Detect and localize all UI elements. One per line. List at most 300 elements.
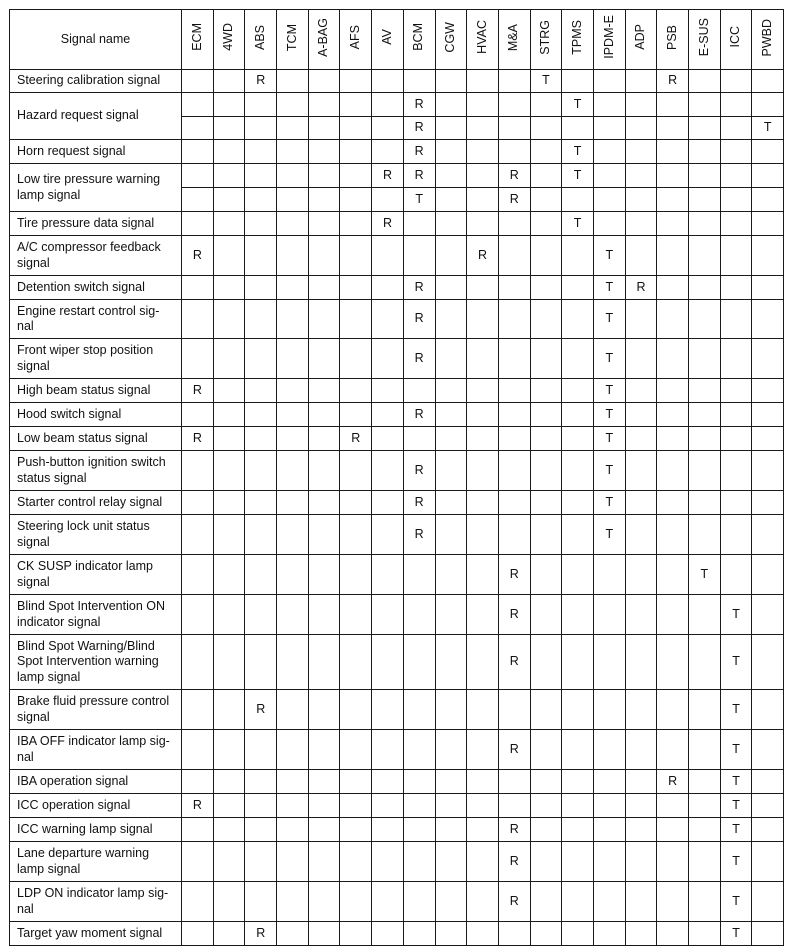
signal-value-cell: [752, 515, 784, 555]
signal-value-cell: [308, 379, 340, 403]
signal-value-cell: [277, 403, 309, 427]
signal-value-cell: [182, 188, 214, 212]
signal-value-cell: [182, 690, 214, 730]
signal-value-cell: [562, 188, 594, 212]
signal-value-cell: [467, 770, 499, 794]
signal-value-cell: [340, 730, 372, 770]
signal-value-cell: [340, 164, 372, 188]
signal-value-cell: [308, 70, 340, 93]
signal-value-cell: [435, 818, 467, 842]
signal-value-cell: [689, 491, 721, 515]
signal-value-cell: [689, 635, 721, 690]
signal-value-cell: R: [498, 555, 530, 595]
signal-value-cell: [340, 555, 372, 595]
signal-value-cell: T: [720, 882, 752, 922]
signal-value-cell: [435, 555, 467, 595]
signal-value-cell: T: [593, 379, 625, 403]
signal-value-cell: [593, 730, 625, 770]
signal-value-cell: [277, 300, 309, 339]
signal-value-cell: T: [720, 730, 752, 770]
signal-value-cell: [593, 882, 625, 922]
signal-value-cell: [277, 818, 309, 842]
signal-value-cell: [593, 770, 625, 794]
signal-value-cell: [182, 595, 214, 635]
signal-value-cell: R: [498, 842, 530, 882]
signal-value-cell: [530, 188, 562, 212]
signal-name-cell: Target yaw moment signal: [10, 922, 182, 946]
table-row: [10, 730, 784, 770]
signal-value-cell: [340, 140, 372, 164]
signal-value-cell: [467, 300, 499, 339]
signal-value-cell: [308, 212, 340, 236]
signal-value-cell: [182, 842, 214, 882]
signal-value-cell: [593, 922, 625, 946]
signal-value-cell: [625, 595, 657, 635]
signal-value-cell: [530, 212, 562, 236]
signal-value-cell: [213, 339, 245, 379]
signal-value-cell: [403, 70, 435, 93]
signal-table: [9, 9, 784, 946]
signal-name-cell: Starter control relay signal: [10, 491, 182, 515]
table-row: [10, 690, 784, 730]
signal-value-cell: [720, 70, 752, 93]
signal-value-cell: [372, 300, 404, 339]
signal-value-cell: [498, 379, 530, 403]
signal-value-cell: [435, 635, 467, 690]
signal-value-cell: [435, 379, 467, 403]
signal-value-cell: [245, 427, 277, 451]
signal-value-cell: [340, 300, 372, 339]
signal-value-cell: [403, 882, 435, 922]
signal-value-cell: T: [562, 93, 594, 117]
signal-name-cell: Blind Spot Intervention ON indicator signal: [10, 595, 182, 635]
signal-value-cell: [403, 818, 435, 842]
signal-value-cell: R: [498, 882, 530, 922]
signal-value-cell: [372, 140, 404, 164]
signal-value-cell: [720, 515, 752, 555]
signal-value-cell: [720, 276, 752, 300]
signal-value-cell: [213, 794, 245, 818]
column-header: [530, 10, 562, 70]
signal-value-cell: R: [403, 93, 435, 117]
signal-value-cell: T: [593, 276, 625, 300]
signal-value-cell: [562, 427, 594, 451]
signal-value-cell: [720, 379, 752, 403]
signal-value-cell: [213, 555, 245, 595]
signal-value-cell: [689, 770, 721, 794]
signal-value-cell: [340, 403, 372, 427]
signal-value-cell: [308, 236, 340, 276]
signal-value-cell: R: [403, 276, 435, 300]
column-header: [435, 10, 467, 70]
signal-value-cell: [625, 140, 657, 164]
column-header: [182, 10, 214, 70]
signal-value-cell: T: [720, 842, 752, 882]
signal-value-cell: [498, 117, 530, 140]
signal-value-cell: [435, 70, 467, 93]
signal-name-cell: Low beam status signal: [10, 427, 182, 451]
table-row: [10, 451, 784, 491]
signal-value-cell: R: [467, 236, 499, 276]
signal-value-cell: T: [720, 635, 752, 690]
signal-value-cell: [720, 188, 752, 212]
signal-value-cell: [467, 635, 499, 690]
column-header: [213, 10, 245, 70]
signal-value-cell: [277, 690, 309, 730]
signal-value-cell: [689, 403, 721, 427]
signal-value-cell: [498, 794, 530, 818]
signal-value-cell: [340, 882, 372, 922]
signal-value-cell: [498, 236, 530, 276]
signal-value-cell: [593, 70, 625, 93]
signal-value-cell: [245, 236, 277, 276]
signal-value-cell: [498, 922, 530, 946]
signal-value-cell: T: [593, 515, 625, 555]
signal-value-cell: [340, 117, 372, 140]
table-row: [10, 595, 784, 635]
signal-value-cell: R: [403, 117, 435, 140]
signal-value-cell: [467, 595, 499, 635]
signal-value-cell: R: [403, 140, 435, 164]
signal-value-cell: [340, 451, 372, 491]
signal-value-cell: [213, 770, 245, 794]
signal-name-cell: Low tire pressure warning lamp signal: [10, 164, 182, 212]
table-row: [10, 794, 784, 818]
signal-value-cell: [689, 212, 721, 236]
column-header: [467, 10, 499, 70]
column-header: [340, 10, 372, 70]
signal-value-cell: [625, 117, 657, 140]
signal-value-cell: [593, 818, 625, 842]
signal-value-cell: [657, 188, 689, 212]
signal-value-cell: [277, 379, 309, 403]
column-header: [720, 10, 752, 70]
signal-value-cell: [403, 794, 435, 818]
signal-value-cell: [435, 922, 467, 946]
column-header-label: A-BAG: [316, 17, 331, 57]
signal-value-cell: [245, 140, 277, 164]
signal-value-cell: [498, 140, 530, 164]
signal-value-cell: [752, 427, 784, 451]
table-row: [10, 842, 784, 882]
signal-value-cell: [182, 770, 214, 794]
signal-value-cell: [657, 555, 689, 595]
signal-value-cell: [277, 730, 309, 770]
signal-value-cell: [308, 276, 340, 300]
signal-value-cell: [213, 595, 245, 635]
signal-value-cell: [277, 427, 309, 451]
signal-value-cell: [340, 794, 372, 818]
signal-value-cell: R: [498, 188, 530, 212]
signal-value-cell: [467, 339, 499, 379]
signal-value-cell: [562, 882, 594, 922]
table-row: [10, 212, 784, 236]
table-row: [10, 427, 784, 451]
signal-value-cell: [467, 403, 499, 427]
signal-value-cell: [752, 595, 784, 635]
signal-value-cell: [562, 515, 594, 555]
signal-value-cell: [625, 515, 657, 555]
signal-value-cell: [308, 427, 340, 451]
signal-value-cell: [720, 339, 752, 379]
signal-value-cell: R: [403, 491, 435, 515]
signal-value-cell: R: [372, 212, 404, 236]
column-header-label: AFS: [348, 25, 363, 50]
column-header: [657, 10, 689, 70]
signal-value-cell: T: [593, 451, 625, 491]
signal-value-cell: [752, 93, 784, 117]
signal-value-cell: [720, 427, 752, 451]
signal-value-cell: [213, 164, 245, 188]
signal-value-cell: [340, 276, 372, 300]
signal-value-cell: [308, 635, 340, 690]
signal-value-cell: [245, 842, 277, 882]
signal-value-cell: [657, 300, 689, 339]
signal-value-cell: [213, 882, 245, 922]
table-row: [10, 93, 784, 117]
signal-value-cell: [467, 140, 499, 164]
column-header-label: ICC: [728, 26, 743, 49]
signal-value-cell: [752, 236, 784, 276]
signal-value-cell: [277, 236, 309, 276]
signal-value-cell: [593, 794, 625, 818]
signal-value-cell: [562, 818, 594, 842]
signal-value-cell: [498, 690, 530, 730]
signal-value-cell: [245, 555, 277, 595]
signal-value-cell: [530, 403, 562, 427]
signal-value-cell: [530, 164, 562, 188]
signal-value-cell: [625, 339, 657, 379]
signal-value-cell: [562, 794, 594, 818]
table-row: [10, 515, 784, 555]
signal-value-cell: [467, 842, 499, 882]
column-header-label: ABS: [252, 24, 267, 50]
signal-name-cell: Brake fluid pressure control signal: [10, 690, 182, 730]
signal-value-cell: [182, 635, 214, 690]
signal-value-cell: [308, 818, 340, 842]
signal-value-cell: [213, 818, 245, 842]
signal-value-cell: [530, 276, 562, 300]
signal-value-cell: T: [593, 427, 625, 451]
signal-value-cell: [562, 730, 594, 770]
signal-value-cell: T: [593, 491, 625, 515]
signal-value-cell: R: [340, 427, 372, 451]
signal-value-cell: [182, 212, 214, 236]
signal-value-cell: [372, 882, 404, 922]
signal-value-cell: [689, 164, 721, 188]
signal-name-cell: Push-button ignition switch status signal: [10, 451, 182, 491]
signal-value-cell: [340, 93, 372, 117]
signal-value-cell: R: [498, 164, 530, 188]
signal-value-cell: [308, 794, 340, 818]
signal-value-cell: [213, 515, 245, 555]
signal-name-cell: LDP ON indicator lamp sig-nal: [10, 882, 182, 922]
signal-value-cell: [182, 922, 214, 946]
signal-value-cell: [403, 595, 435, 635]
signal-value-cell: [277, 491, 309, 515]
signal-value-cell: [213, 140, 245, 164]
signal-value-cell: [213, 730, 245, 770]
signal-value-cell: [689, 379, 721, 403]
signal-value-cell: [372, 339, 404, 379]
signal-value-cell: [403, 730, 435, 770]
signal-value-cell: [308, 403, 340, 427]
signal-value-cell: [498, 427, 530, 451]
signal-value-cell: [530, 379, 562, 403]
signal-value-cell: [625, 730, 657, 770]
signal-value-cell: [562, 922, 594, 946]
signal-value-cell: [720, 236, 752, 276]
signal-value-cell: [657, 379, 689, 403]
signal-value-cell: [308, 555, 340, 595]
signal-value-cell: [752, 690, 784, 730]
signal-value-cell: T: [403, 188, 435, 212]
signal-value-cell: [245, 818, 277, 842]
signal-value-cell: [435, 236, 467, 276]
signal-value-cell: [467, 794, 499, 818]
signal-value-cell: [213, 922, 245, 946]
table-row: [10, 403, 784, 427]
signal-value-cell: [182, 300, 214, 339]
signal-value-cell: [467, 451, 499, 491]
signal-value-cell: [182, 117, 214, 140]
signal-value-cell: [562, 339, 594, 379]
signal-value-cell: [467, 555, 499, 595]
signal-value-cell: [562, 236, 594, 276]
signal-value-cell: [720, 140, 752, 164]
signal-value-cell: [752, 770, 784, 794]
signal-value-cell: [435, 690, 467, 730]
signal-value-cell: [625, 794, 657, 818]
signal-value-cell: [340, 922, 372, 946]
signal-value-cell: [245, 93, 277, 117]
column-header: [277, 10, 309, 70]
signal-value-cell: T: [720, 770, 752, 794]
signal-name-cell: Front wiper stop position signal: [10, 339, 182, 379]
signal-value-cell: [752, 451, 784, 491]
signal-value-cell: [689, 842, 721, 882]
signal-value-cell: [593, 635, 625, 690]
signal-value-cell: [657, 690, 689, 730]
signal-value-cell: [562, 842, 594, 882]
signal-name-cell: Hood switch signal: [10, 403, 182, 427]
signal-value-cell: [435, 300, 467, 339]
signal-value-cell: [372, 236, 404, 276]
signal-value-cell: [182, 339, 214, 379]
column-header-label: CGW: [443, 21, 458, 53]
signal-value-cell: [182, 70, 214, 93]
table-row: [10, 379, 784, 403]
signal-value-cell: [403, 770, 435, 794]
signal-value-cell: [593, 842, 625, 882]
signal-value-cell: [562, 276, 594, 300]
signal-value-cell: [467, 276, 499, 300]
signal-value-cell: [308, 515, 340, 555]
signal-value-cell: [689, 730, 721, 770]
column-header-label: PWBD: [759, 18, 774, 56]
signal-value-cell: [308, 491, 340, 515]
signal-value-cell: [182, 491, 214, 515]
signal-value-cell: [182, 403, 214, 427]
signal-value-cell: [593, 212, 625, 236]
signal-value-cell: [245, 882, 277, 922]
signal-value-cell: [372, 555, 404, 595]
signal-value-cell: [340, 770, 372, 794]
signal-value-cell: [403, 427, 435, 451]
signal-value-cell: [467, 212, 499, 236]
table-row: [10, 635, 784, 690]
signal-value-cell: [562, 70, 594, 93]
signal-value-cell: R: [403, 451, 435, 491]
column-header: [372, 10, 404, 70]
signal-value-cell: [562, 403, 594, 427]
signal-value-cell: [720, 93, 752, 117]
signal-value-cell: [245, 164, 277, 188]
column-header-label: HVAC: [474, 20, 489, 55]
signal-value-cell: T: [689, 555, 721, 595]
signal-value-cell: [277, 339, 309, 379]
signal-value-cell: [467, 188, 499, 212]
signal-value-cell: [752, 882, 784, 922]
signal-value-cell: [657, 236, 689, 276]
signal-value-cell: [530, 770, 562, 794]
signal-value-cell: [308, 140, 340, 164]
signal-value-cell: [340, 236, 372, 276]
signal-value-cell: [435, 212, 467, 236]
signal-value-cell: [657, 93, 689, 117]
signal-name-cell: Engine restart control sig-nal: [10, 300, 182, 339]
signal-value-cell: [372, 451, 404, 491]
column-header-label: M&A: [506, 23, 521, 51]
signal-value-cell: [403, 212, 435, 236]
column-header: [562, 10, 594, 70]
signal-value-cell: R: [182, 794, 214, 818]
signal-value-cell: T: [720, 595, 752, 635]
signal-value-cell: [403, 379, 435, 403]
signal-value-cell: R: [372, 164, 404, 188]
signal-name-cell: ICC warning lamp signal: [10, 818, 182, 842]
signal-value-cell: [403, 635, 435, 690]
signal-value-cell: [435, 427, 467, 451]
signal-value-cell: [245, 770, 277, 794]
signal-value-cell: [435, 770, 467, 794]
signal-value-cell: [562, 117, 594, 140]
signal-value-cell: [530, 555, 562, 595]
signal-value-cell: [498, 300, 530, 339]
signal-value-cell: [625, 188, 657, 212]
signal-name-cell: IBA OFF indicator lamp sig-nal: [10, 730, 182, 770]
signal-value-cell: [625, 922, 657, 946]
signal-value-cell: [530, 515, 562, 555]
signal-value-cell: [245, 595, 277, 635]
signal-value-cell: [277, 595, 309, 635]
signal-value-cell: [213, 842, 245, 882]
column-header-label: E-SUS: [696, 18, 711, 57]
signal-value-cell: [657, 794, 689, 818]
signal-value-cell: T: [593, 236, 625, 276]
signal-value-cell: [245, 635, 277, 690]
signal-value-cell: [625, 451, 657, 491]
signal-value-cell: [372, 276, 404, 300]
signal-value-cell: [435, 117, 467, 140]
signal-value-cell: [562, 300, 594, 339]
table-row: [10, 818, 784, 842]
signal-value-cell: [467, 70, 499, 93]
signal-value-cell: T: [720, 690, 752, 730]
signal-value-cell: [182, 882, 214, 922]
signal-value-cell: [720, 212, 752, 236]
signal-value-cell: [593, 188, 625, 212]
